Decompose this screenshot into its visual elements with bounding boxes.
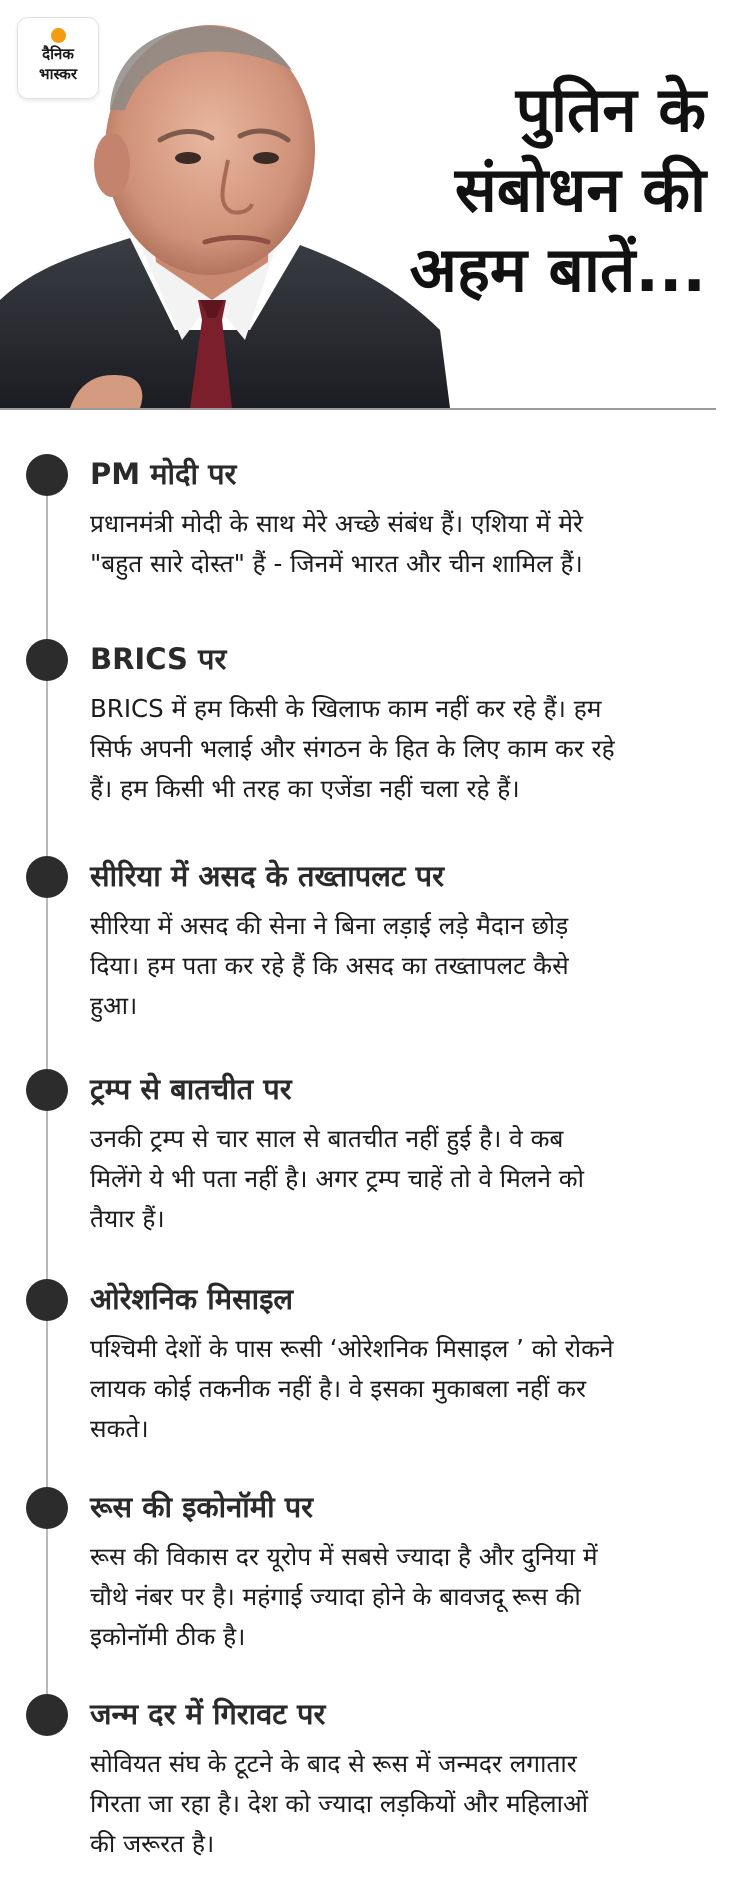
- bullet-icon: [26, 1279, 68, 1321]
- item-text-line: गिरता जा रहा है। देश को ज्यादा लड़कियों और महिलाओं: [90, 1789, 589, 1818]
- item-text-line: हैं। हम किसी भी तरह का एजेंडा नहीं चला रहे हैं।: [90, 774, 520, 803]
- headline-line3: अहम बातें...: [409, 233, 706, 306]
- item-body: [90, 1119, 720, 1239]
- header: [0, 0, 730, 408]
- item-text-line: उनकी ट्रम्प से चार साल से बातचीत नहीं हुई है। वे कब: [90, 1124, 564, 1153]
- item-text-line: सकते।: [90, 1414, 149, 1443]
- item-title: सीरिया में असद के तख्तापलट पर: [90, 859, 444, 893]
- bullet-icon: [26, 1069, 68, 1111]
- logo-text-line2: भास्कर: [39, 65, 77, 83]
- item-title: ओरेशनिक मिसाइल: [90, 1282, 294, 1316]
- item-text-line: पश्चिमी देशों के पास रूसी ‘ओरेशनिक मिसाइल ’ को रोकने: [90, 1334, 614, 1363]
- item-text-line: प्रधानमंत्री मोदी के साथ मेरे अच्छे संबंध हैं। एशिया में मेरे: [90, 509, 584, 538]
- item-body: [90, 1329, 720, 1449]
- item-body: [90, 1744, 720, 1864]
- item-title: रूस की इकोनॉमी पर: [90, 1490, 314, 1524]
- item-text-line: सोवियत संघ के टूटने के बाद से रूस में जन्मदर लगातार: [90, 1749, 577, 1778]
- item-text-line: मिलेंगे ये भी पता नहीं है। अगर ट्रम्प चाहें तो वे मिलने को: [90, 1164, 584, 1193]
- bullet-icon: [26, 454, 68, 496]
- item-text-line: "बहुत सारे दोस्त" हैं - जिनमें भारत और चीन शामिल हैं।: [90, 549, 583, 578]
- item-text-line: चौथे नंबर पर है। महंगाई ज्यादा होने के बावजदू रूस की: [90, 1582, 581, 1611]
- headline-line2: संबोधन की: [454, 153, 706, 226]
- dainik-bhaskar-logo: [18, 18, 98, 98]
- bullet-icon: [26, 1694, 68, 1736]
- bullet-icon: [26, 856, 68, 898]
- item-text-line: रूस की विकास दर यूरोप में सबसे ज्यादा है और दुनिया में: [90, 1542, 598, 1571]
- item-body: [90, 906, 720, 1026]
- item-body: [90, 1537, 720, 1657]
- header-divider: [0, 408, 716, 410]
- item-body: [90, 504, 720, 584]
- item-text-line: सीरिया में असद की सेना ने बिना लड़ाई लड़े मैदान छोड़: [90, 911, 569, 940]
- item-text-line: हुआ।: [90, 991, 138, 1020]
- item-text-line: सिर्फ अपनी भलाई और संगठन के हित के लिए काम कर रहे: [90, 734, 615, 763]
- item-text-line: तैयार हैं।: [90, 1204, 165, 1233]
- item-text-line: दिया। हम पता कर रहे हैं कि असद का तख्तापलट कैसे: [90, 951, 569, 980]
- item-body: [90, 689, 720, 809]
- item-text-line: BRICS में हम किसी के खिलाफ काम नहीं कर रहे हैं। हम: [90, 694, 602, 723]
- item-title: BRICS पर: [90, 642, 227, 676]
- logo-text-line1: दैनिक: [42, 45, 74, 63]
- sun-icon: [51, 28, 66, 43]
- headline: [366, 70, 706, 310]
- bullet-icon: [26, 1487, 68, 1529]
- item-title: PM मोदी पर: [90, 457, 237, 491]
- item-text-line: इकोनॉमी ठीक है।: [90, 1622, 246, 1651]
- headline-line1: पुतिन के: [515, 73, 706, 146]
- bullet-icon: [26, 639, 68, 681]
- item-title: ट्रम्प से बातचीत पर: [90, 1072, 292, 1106]
- item-title: जन्म दर में गिरावट पर: [90, 1697, 326, 1731]
- item-text-line: की जरूरत है।: [90, 1829, 215, 1858]
- item-text-line: लायक कोई तकनीक नहीं है। वे इसका मुकाबला नहीं कर: [90, 1374, 586, 1403]
